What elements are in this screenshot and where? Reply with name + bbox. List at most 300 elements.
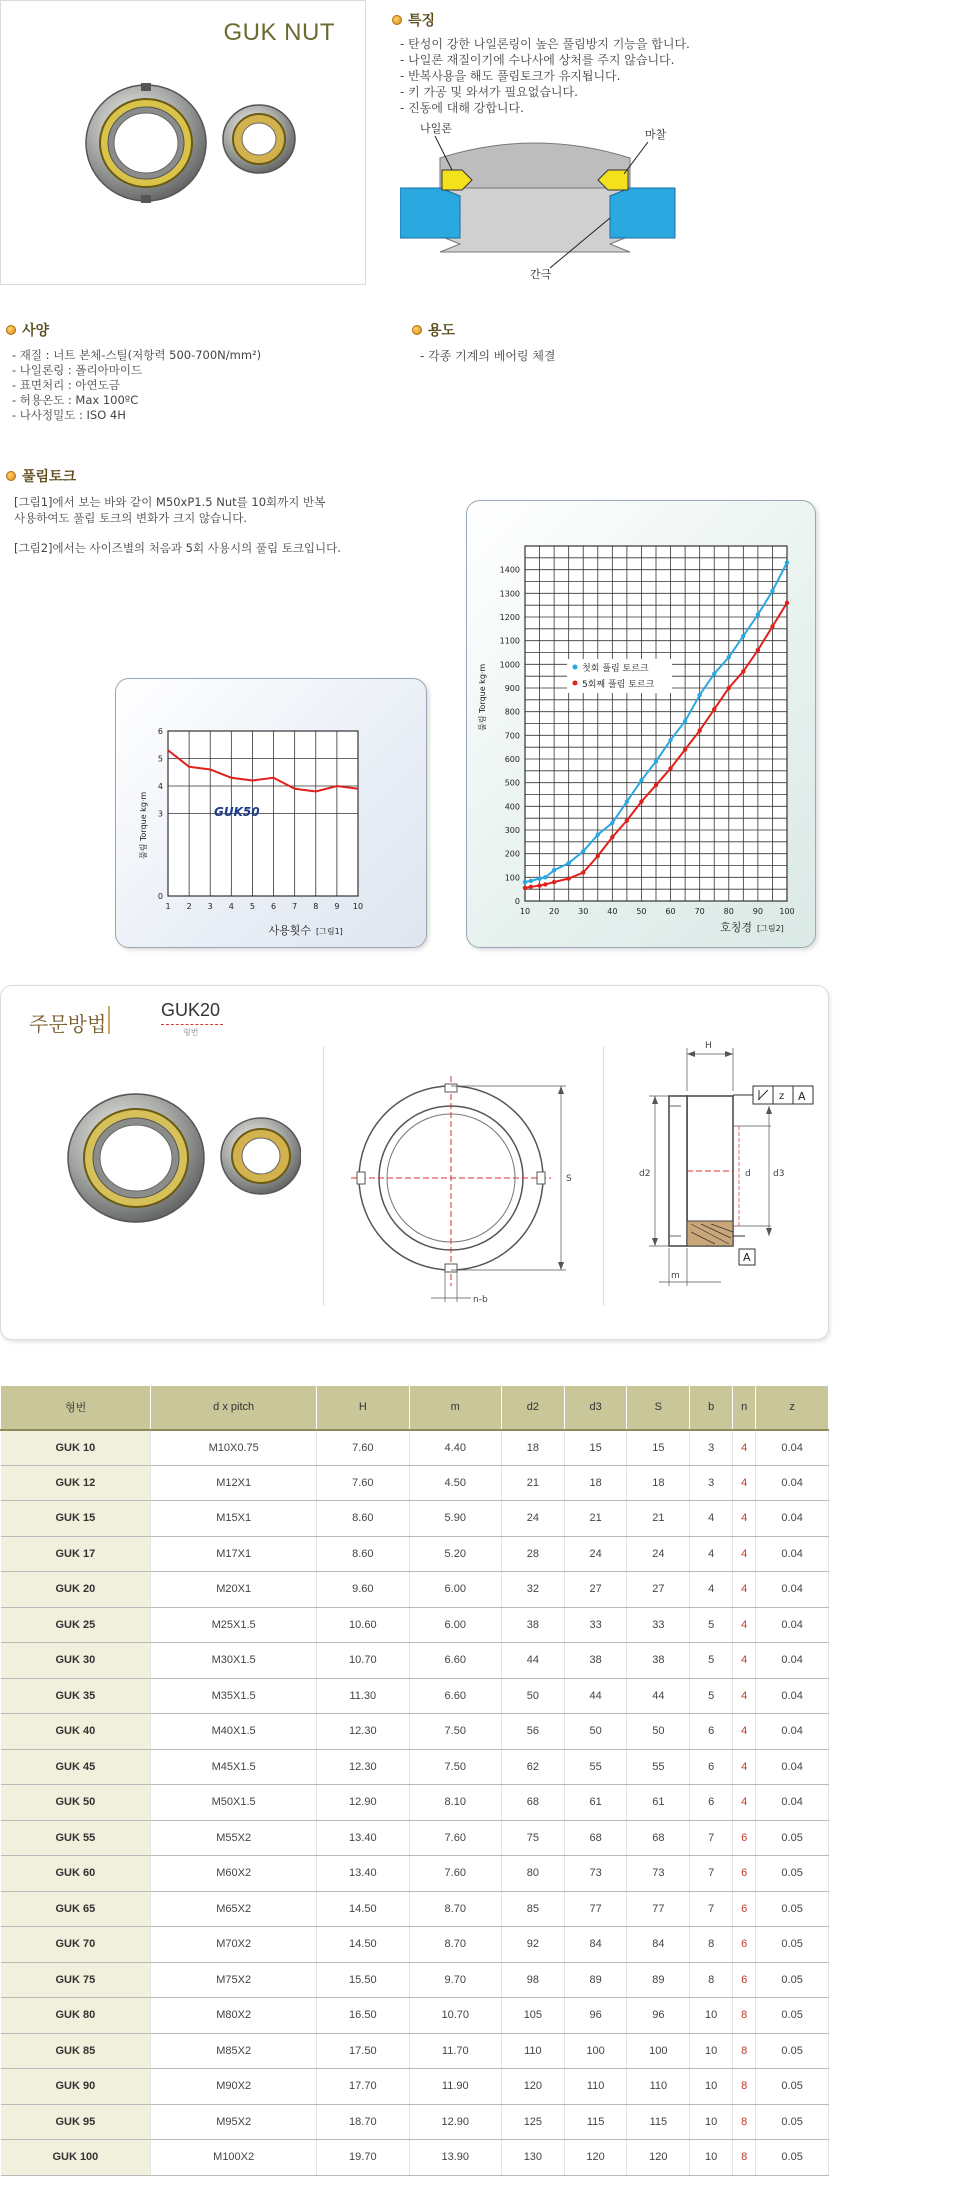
data-point — [683, 719, 687, 723]
dim-d: d — [745, 1169, 751, 1179]
data-point — [537, 876, 541, 880]
y-tick-label: 800 — [504, 707, 520, 717]
table-cell: 3 — [690, 1430, 733, 1466]
x-tick-label: 60 — [665, 907, 676, 916]
dim-z: z — [779, 1091, 785, 1102]
table-cell: 8.10 — [409, 1785, 501, 1821]
table-cell: 0.04 — [756, 1785, 829, 1821]
table-cell: 6 — [690, 1749, 733, 1785]
table-cell: 16.50 — [317, 1998, 409, 2034]
chart-panel-1 — [115, 678, 427, 948]
order-code-underline — [161, 1024, 223, 1025]
table-cell: 125 — [502, 2104, 565, 2140]
x-tick-label: 70 — [694, 907, 705, 916]
dim-nb: n-b — [473, 1295, 488, 1305]
table-cell: 0.05 — [756, 2140, 829, 2176]
list-item: - 허용온도 : Max 100ºC — [12, 393, 139, 407]
x-tick-label: 20 — [549, 907, 560, 916]
chart-caption: [그림1] — [316, 927, 343, 936]
table-cell: 8.60 — [317, 1536, 409, 1572]
order-title: 주문방법 — [29, 1012, 107, 1036]
table-row — [1, 1749, 829, 1785]
data-point — [523, 880, 527, 884]
table-cell: 18.70 — [317, 2104, 409, 2140]
data-point — [727, 655, 731, 659]
table-cell: 9.60 — [317, 1572, 409, 1608]
table-cell: 8 — [690, 1962, 733, 1998]
table-cell: 89 — [564, 1962, 627, 1998]
table-cell: 10 — [690, 2104, 733, 2140]
table-cell: 10.70 — [409, 1998, 501, 2034]
table-cell: GUK 15 — [1, 1501, 151, 1537]
dim-d2: d2 — [639, 1169, 651, 1179]
table-cell: 18 — [502, 1430, 565, 1466]
bullet-icon — [6, 471, 16, 481]
x-tick-label: 6 — [271, 902, 277, 911]
table-cell: 7.60 — [317, 1430, 409, 1466]
table-row — [1, 2104, 829, 2140]
table-cell: 44 — [627, 1678, 690, 1714]
table-cell: 10 — [690, 2069, 733, 2105]
x-tick-label: 40 — [607, 907, 618, 916]
table-cell: 6 — [690, 1714, 733, 1750]
table-cell: 92 — [502, 1927, 565, 1963]
table-cell: 10 — [690, 2140, 733, 2176]
table-cell: 6 — [733, 1962, 756, 1998]
table-cell: 18 — [564, 1465, 627, 1501]
order-code-sub: 형번 — [183, 1028, 199, 1037]
table-cell: M45X1.5 — [151, 1749, 317, 1785]
table-cell: 10.70 — [317, 1643, 409, 1679]
table-cell: 0.04 — [756, 1430, 829, 1466]
data-point — [697, 728, 701, 732]
table-cell: 38 — [627, 1643, 690, 1679]
table-cell: 4 — [733, 1572, 756, 1608]
product-photo — [81, 81, 321, 211]
chart-panel-2 — [466, 500, 816, 948]
y-tick-label: 1300 — [499, 589, 520, 599]
table-cell: GUK 95 — [1, 2104, 151, 2140]
y-tick-label: 1400 — [499, 565, 520, 575]
y-tick-label: 3 — [157, 809, 163, 819]
table-cell: 0.05 — [756, 1998, 829, 2034]
spec-table — [0, 1385, 829, 2176]
table-cell: 12.90 — [409, 2104, 501, 2140]
y-axis-label: 풀림 Torque kg·m — [139, 791, 148, 859]
table-cell: 4 — [733, 1430, 756, 1466]
table-cell: 4 — [690, 1501, 733, 1537]
data-point — [741, 634, 745, 638]
table-cell: 15.50 — [317, 1962, 409, 1998]
order-code: GUK20 — [161, 1000, 221, 1020]
table-header-cell: m — [409, 1386, 501, 1430]
table-cell: 14.50 — [317, 1927, 409, 1963]
table-cell: 0.05 — [756, 1891, 829, 1927]
data-point — [654, 783, 658, 787]
table-cell: 7.50 — [409, 1749, 501, 1785]
table-cell: 110 — [564, 2069, 627, 2105]
table-cell: 68 — [627, 1820, 690, 1856]
list-item: - 나일론링 : 폴리아마이드 — [12, 363, 143, 377]
table-cell: GUK 85 — [1, 2033, 151, 2069]
data-point — [785, 560, 789, 564]
table-cell: 0.04 — [756, 1536, 829, 1572]
table-cell: 8 — [733, 2069, 756, 2105]
torque-chart-1 — [116, 679, 428, 949]
y-tick-label: 5 — [157, 754, 163, 764]
table-cell: 105 — [502, 1998, 565, 2034]
dim-H: H — [705, 1041, 712, 1051]
legend-label: 5회째 풀림 토르크 — [582, 680, 655, 690]
table-row — [1, 1785, 829, 1821]
table-cell: 5 — [690, 1678, 733, 1714]
table-cell: 0.04 — [756, 1572, 829, 1608]
table-cell: 44 — [564, 1678, 627, 1714]
table-header-cell: 형번 — [1, 1386, 151, 1430]
table-cell: 27 — [627, 1572, 690, 1608]
table-cell: M17X1 — [151, 1536, 317, 1572]
table-row — [1, 1927, 829, 1963]
table-row — [1, 1465, 829, 1501]
x-tick-label: 5 — [249, 902, 255, 911]
table-cell: 7.60 — [317, 1465, 409, 1501]
table-cell: 55 — [564, 1749, 627, 1785]
table-cell: M35X1.5 — [151, 1678, 317, 1714]
table-cell: 7.60 — [409, 1820, 501, 1856]
table-cell: 21 — [502, 1465, 565, 1501]
table-cell: 55 — [627, 1749, 690, 1785]
list-item: - 재질 : 너트 본체-스틸(저항력 500-700N/mm²) — [12, 348, 262, 362]
table-cell: 6 — [733, 1820, 756, 1856]
product-image-box — [0, 0, 366, 285]
table-cell: GUK 35 — [1, 1678, 151, 1714]
bullet-icon — [412, 325, 422, 335]
table-cell: 12.90 — [317, 1785, 409, 1821]
table-cell: 120 — [502, 2069, 565, 2105]
table-cell: 62 — [502, 1749, 565, 1785]
table-cell: GUK 55 — [1, 1820, 151, 1856]
bullet-icon — [392, 15, 402, 25]
dim-A-bottom: A — [743, 1251, 751, 1264]
data-point — [529, 879, 533, 883]
table-cell: 0.05 — [756, 1820, 829, 1856]
data-point — [625, 799, 629, 803]
table-cell: 17.50 — [317, 2033, 409, 2069]
table-cell: GUK 12 — [1, 1465, 151, 1501]
table-cell: 75 — [502, 1820, 565, 1856]
table-cell: 21 — [564, 1501, 627, 1537]
list-item: - 표면처리 : 아연도금 — [12, 378, 120, 392]
table-row — [1, 1643, 829, 1679]
x-tick-label: 1 — [165, 902, 171, 911]
dim-d3: d3 — [773, 1169, 785, 1179]
data-point — [566, 876, 570, 880]
table-cell: 110 — [627, 2069, 690, 2105]
table-cell: 6 — [733, 1856, 756, 1892]
table-cell: GUK 65 — [1, 1891, 151, 1927]
table-cell: 80 — [502, 1856, 565, 1892]
table-cell: 0.05 — [756, 1962, 829, 1998]
table-row — [1, 1607, 829, 1643]
table-cell: 120 — [564, 2140, 627, 2176]
table-cell: 130 — [502, 2140, 565, 2176]
data-point — [712, 707, 716, 711]
table-cell: M15X1 — [151, 1501, 317, 1537]
table-cell: 8.70 — [409, 1927, 501, 1963]
table-cell: M80X2 — [151, 1998, 317, 2034]
table-cell: 4 — [733, 1607, 756, 1643]
data-point — [697, 693, 701, 697]
table-cell: GUK 40 — [1, 1714, 151, 1750]
dim-A-top: A — [798, 1090, 806, 1103]
table-cell: 11.90 — [409, 2069, 501, 2105]
table-cell: 13.40 — [317, 1856, 409, 1892]
table-cell: M90X2 — [151, 2069, 317, 2105]
table-cell: M40X1.5 — [151, 1714, 317, 1750]
table-header-cell: b — [690, 1386, 733, 1430]
y-tick-label: 1200 — [499, 613, 520, 622]
data-point — [552, 880, 556, 884]
y-tick-label: 600 — [504, 755, 520, 764]
y-tick-label: 300 — [504, 826, 520, 835]
table-row — [1, 1678, 829, 1714]
table-cell: M25X1.5 — [151, 1607, 317, 1643]
table-cell: 15 — [564, 1430, 627, 1466]
x-axis-label: 사용횟수 — [268, 924, 311, 937]
table-cell: M10X0.75 — [151, 1430, 317, 1466]
table-cell: 5 — [690, 1607, 733, 1643]
spec-list — [12, 348, 261, 423]
table-cell: 4 — [733, 1749, 756, 1785]
torque-title: 풀림토크 — [6, 466, 76, 486]
table-cell: 8 — [733, 2140, 756, 2176]
table-cell: 98 — [502, 1962, 565, 1998]
table-cell: 96 — [564, 1998, 627, 2034]
table-cell: 0.04 — [756, 1678, 829, 1714]
table-cell: 24 — [627, 1536, 690, 1572]
data-point — [543, 875, 547, 879]
table-cell: 4 — [733, 1501, 756, 1537]
legend-marker — [573, 681, 578, 686]
y-axis-label: 풀림 Torque kg·m — [478, 663, 487, 731]
table-row — [1, 1501, 829, 1537]
table-cell: 115 — [627, 2104, 690, 2140]
table-cell: 61 — [627, 1785, 690, 1821]
table-cell: 6.60 — [409, 1643, 501, 1679]
x-tick-label: 8 — [313, 902, 319, 911]
y-tick-label: 200 — [504, 849, 520, 859]
table-cell: 13.40 — [317, 1820, 409, 1856]
table-cell: 96 — [627, 1998, 690, 2034]
y-tick-label: 4 — [157, 782, 163, 791]
table-row — [1, 1820, 829, 1856]
table-cell: 10 — [690, 1998, 733, 2034]
table-cell: 84 — [627, 1927, 690, 1963]
data-point — [683, 747, 687, 751]
table-cell: GUK 20 — [1, 1572, 151, 1608]
table-cell: 4 — [690, 1572, 733, 1608]
table-cell: GUK 50 — [1, 1785, 151, 1821]
table-cell: 120 — [627, 2140, 690, 2176]
product-title: GUK NUT — [223, 19, 335, 46]
table-cell: 4 — [733, 1785, 756, 1821]
cross-section-diagram — [400, 118, 700, 283]
table-cell: 27 — [564, 1572, 627, 1608]
data-point — [625, 818, 629, 822]
data-point — [727, 686, 731, 690]
list-item: - 진동에 대해 강합니다. — [400, 101, 524, 115]
table-cell: 17.70 — [317, 2069, 409, 2105]
data-point — [610, 835, 614, 839]
table-cell: 77 — [627, 1891, 690, 1927]
table-cell: 4 — [690, 1536, 733, 1572]
features-title: 특징 — [392, 10, 435, 30]
divider — [323, 1046, 324, 1306]
table-cell: 24 — [564, 1536, 627, 1572]
data-point — [529, 885, 533, 889]
list-item: - 각종 기계의 베어링 체결 — [420, 349, 556, 363]
table-cell: 21 — [627, 1501, 690, 1537]
table-cell: GUK 10 — [1, 1430, 151, 1466]
table-cell: GUK 30 — [1, 1643, 151, 1679]
table-cell: 7.50 — [409, 1714, 501, 1750]
table-cell: 85 — [502, 1891, 565, 1927]
order-panel — [0, 985, 829, 1340]
table-cell: M55X2 — [151, 1820, 317, 1856]
data-point — [566, 861, 570, 865]
list-item: - 키 가공 및 와셔가 필요없습니다. — [400, 85, 578, 99]
y-tick-label: 6 — [157, 727, 163, 736]
table-cell: 6.00 — [409, 1572, 501, 1608]
table-header-cell: n — [733, 1386, 756, 1430]
features-list — [400, 36, 690, 116]
table-cell: 44 — [502, 1643, 565, 1679]
divider — [108, 1006, 110, 1034]
table-cell: 10.60 — [317, 1607, 409, 1643]
y-tick-label: 0 — [514, 897, 520, 906]
table-cell: 0.05 — [756, 2069, 829, 2105]
table-cell: GUK 70 — [1, 1927, 151, 1963]
table-cell: M30X1.5 — [151, 1643, 317, 1679]
table-cell: 7.60 — [409, 1856, 501, 1892]
table-cell: 4 — [733, 1536, 756, 1572]
table-cell: 8 — [733, 2104, 756, 2140]
y-tick-label: 400 — [504, 802, 520, 812]
torque-para1-line2: 사용하여도 풀림 토크의 변화가 크지 않습니다. — [14, 511, 248, 525]
table-cell: 77 — [564, 1891, 627, 1927]
divider — [603, 1046, 604, 1306]
data-point — [610, 821, 614, 825]
table-row — [1, 1714, 829, 1750]
usage-list — [420, 348, 556, 364]
table-header-cell: d3 — [564, 1386, 627, 1430]
table-cell: 12.30 — [317, 1749, 409, 1785]
side-view-drawing — [611, 1026, 826, 1326]
table-header-cell: H — [317, 1386, 409, 1430]
torque-para1-line1: [그림1]에서 보는 바와 같이 M50xP1.5 Nut를 10회까지 반복 — [14, 495, 326, 509]
table-cell: 6.60 — [409, 1678, 501, 1714]
data-point — [581, 849, 585, 853]
table-cell: 13.90 — [409, 2140, 501, 2176]
table-header-cell: S — [627, 1386, 690, 1430]
data-point — [523, 886, 527, 890]
label-gap: 간극 — [530, 268, 552, 281]
table-cell: M70X2 — [151, 1927, 317, 1963]
table-cell: 50 — [627, 1714, 690, 1750]
table-cell: 68 — [564, 1820, 627, 1856]
data-point — [770, 589, 774, 593]
table-cell: 12.30 — [317, 1714, 409, 1750]
data-point — [770, 624, 774, 628]
table-cell: 4 — [733, 1643, 756, 1679]
table-cell: 32 — [502, 1572, 565, 1608]
table-cell: 5 — [690, 1643, 733, 1679]
bullet-icon — [6, 325, 16, 335]
table-cell: 0.04 — [756, 1749, 829, 1785]
data-point — [756, 612, 760, 616]
y-tick-label: 700 — [504, 731, 520, 741]
table-cell: GUK 45 — [1, 1749, 151, 1785]
table-cell: 6.00 — [409, 1607, 501, 1643]
table-cell: GUK 75 — [1, 1962, 151, 1998]
table-cell: 0.04 — [756, 1501, 829, 1537]
list-item: - 나일론 재질이기에 수나사에 상처를 주지 않습니다. — [400, 53, 675, 67]
table-cell: 8 — [690, 1927, 733, 1963]
x-tick-label: 10 — [352, 902, 364, 911]
table-cell: 9.70 — [409, 1962, 501, 1998]
y-tick-label: 0 — [157, 892, 163, 901]
data-point — [756, 648, 760, 652]
label-nylon: 나일론 — [420, 122, 452, 135]
x-tick-label: 100 — [779, 907, 795, 916]
x-tick-label: 2 — [186, 902, 192, 911]
table-cell: 38 — [502, 1607, 565, 1643]
table-cell: M95X2 — [151, 2104, 317, 2140]
table-cell: 50 — [502, 1678, 565, 1714]
data-point — [639, 799, 643, 803]
table-row — [1, 1430, 829, 1466]
list-item: - 반복사용을 해도 풀림토크가 유지됩니다. — [400, 69, 621, 83]
table-cell: GUK 25 — [1, 1607, 151, 1643]
data-point — [543, 882, 547, 886]
table-cell: 0.05 — [756, 1927, 829, 1963]
table-cell: 4 — [733, 1465, 756, 1501]
table-cell: 4.50 — [409, 1465, 501, 1501]
table-cell: M12X1 — [151, 1465, 317, 1501]
data-point — [741, 669, 745, 673]
table-cell: 61 — [564, 1785, 627, 1821]
table-cell: GUK 90 — [1, 2069, 151, 2105]
table-cell: 7 — [690, 1891, 733, 1927]
table-header-cell: z — [756, 1386, 829, 1430]
table-cell: 19.70 — [317, 2140, 409, 2176]
table-row — [1, 2140, 829, 2176]
y-tick-label: 100 — [504, 873, 520, 883]
table-cell: 8.70 — [409, 1891, 501, 1927]
table-cell: M50X1.5 — [151, 1785, 317, 1821]
table-cell: M60X2 — [151, 1856, 317, 1892]
table-cell: 115 — [564, 2104, 627, 2140]
table-cell: 4 — [733, 1714, 756, 1750]
order-product-photo — [61, 1086, 301, 1236]
table-cell: 73 — [627, 1856, 690, 1892]
table-cell: 38 — [564, 1643, 627, 1679]
table-cell: 68 — [502, 1785, 565, 1821]
x-tick-label: 10 — [519, 907, 531, 916]
torque-description — [14, 494, 341, 556]
front-view-drawing — [341, 1046, 601, 1326]
table-row — [1, 1891, 829, 1927]
